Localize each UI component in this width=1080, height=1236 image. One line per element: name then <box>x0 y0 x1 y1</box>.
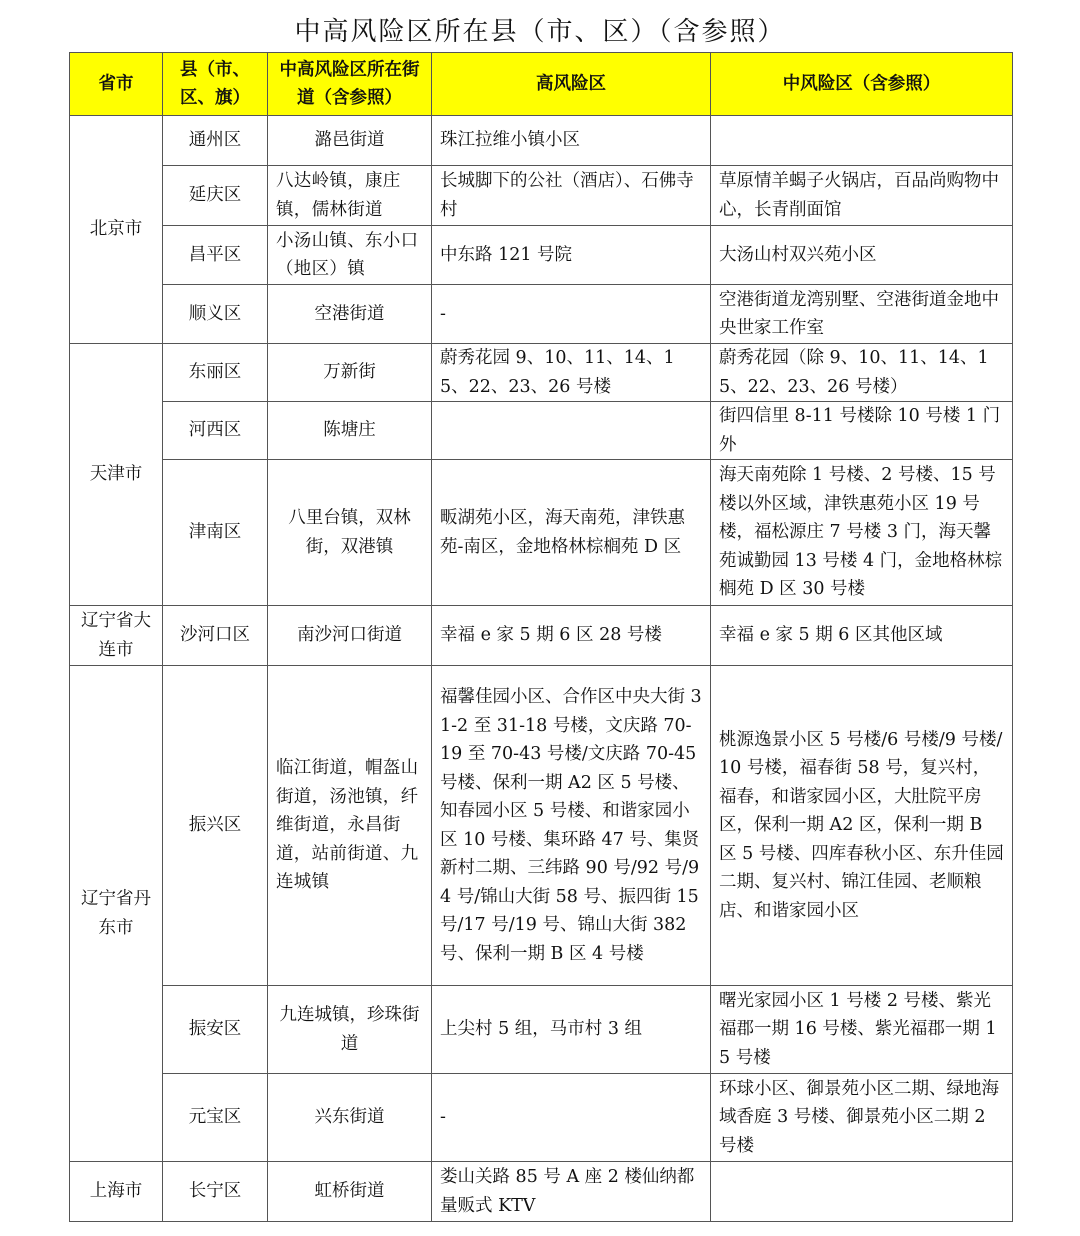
province-cell: 辽宁省丹东市 <box>70 666 163 1162</box>
street-cell: 潞邑街道 <box>268 116 432 166</box>
county-cell: 顺义区 <box>163 285 268 344</box>
table-row <box>70 402 1013 460</box>
street-cell: 虹桥街道 <box>268 1162 432 1222</box>
province-cell: 天津市 <box>70 344 163 606</box>
county-cell: 延庆区 <box>163 166 268 226</box>
table-row <box>70 285 1013 344</box>
county-cell: 昌平区 <box>163 226 268 285</box>
high-risk-cell <box>432 402 711 460</box>
high-risk-cell: 中东路 121 号院 <box>432 226 711 285</box>
page-title: 中高风险区所在县（市、区）（含参照） <box>294 17 786 47</box>
table-row <box>70 606 1013 666</box>
county-cell: 振兴区 <box>163 666 268 986</box>
header-street: 中高风险区所在街道（含参照） <box>268 53 432 116</box>
county-cell: 振安区 <box>163 986 268 1074</box>
street-cell: 南沙河口街道 <box>268 606 432 666</box>
high-risk-cell: 幸福 e 家 5 期 6 区 28 号楼 <box>432 606 711 666</box>
table-header-row <box>70 53 1013 116</box>
high-risk-cell: 畈湖苑小区，海天南苑，津铁惠苑-南区，金地格林棕榈苑 D 区 <box>432 460 711 606</box>
mid-risk-cell: 幸福 e 家 5 期 6 区其他区域 <box>711 606 1013 666</box>
county-cell: 长宁区 <box>163 1162 268 1222</box>
high-risk-cell: - <box>432 285 711 344</box>
table-row <box>70 116 1013 166</box>
table-row <box>70 166 1013 226</box>
high-risk-cell: 娄山关路 85 号 A 座 2 楼仙纳都量贩式 KTV <box>432 1162 711 1222</box>
street-cell: 空港街道 <box>268 285 432 344</box>
street-cell: 小汤山镇、东小口（地区）镇 <box>268 226 432 285</box>
table-row <box>70 460 1013 606</box>
province-cell: 北京市 <box>70 116 163 344</box>
mid-risk-cell: 街四信里 8-11 号楼除 10 号楼 1 门外 <box>711 402 1013 460</box>
county-cell: 河西区 <box>163 402 268 460</box>
mid-risk-cell: 大汤山村双兴苑小区 <box>711 226 1013 285</box>
street-cell: 兴东街道 <box>268 1074 432 1162</box>
county-cell: 东丽区 <box>163 344 268 402</box>
table-row <box>70 1074 1013 1162</box>
mid-risk-cell: 草原情羊蝎子火锅店，百品尚购物中心，长青削面馆 <box>711 166 1013 226</box>
mid-risk-cell: 空港街道龙湾别墅、空港街道金地中央世家工作室 <box>711 285 1013 344</box>
high-risk-cell: 上尖村 5 组，马市村 3 组 <box>432 986 711 1074</box>
table-row <box>70 1162 1013 1222</box>
header-province: 省市 <box>70 53 163 116</box>
mid-risk-cell: 曙光家园小区 1 号楼 2 号楼、紫光福郡一期 16 号楼、紫光福郡一期 15 号楼 <box>711 986 1013 1074</box>
county-cell: 元宝区 <box>163 1074 268 1162</box>
high-risk-cell: 蔚秀花园 9、10、11、14、15、22、23、26 号楼 <box>432 344 711 402</box>
street-cell: 九连城镇，珍珠街道 <box>268 986 432 1074</box>
header-county: 县（市、区、旗） <box>163 53 268 116</box>
county-cell: 津南区 <box>163 460 268 606</box>
street-cell: 临江街道，帽盔山街道，汤池镇，纤维街道，永昌街道，站前街道、九连城镇 <box>268 666 432 986</box>
province-cell: 上海市 <box>70 1162 163 1222</box>
county-cell: 沙河口区 <box>163 606 268 666</box>
mid-risk-cell: 桃源逸景小区 5 号楼/6 号楼/9 号楼/10 号楼，福春街 58 号，复兴村，福春，和谐家园小区，大肚院平房区，保利一期 A2 区，保利一期 B 区 5 号楼、四库春秋小区、东升佳园二期、复兴村、锦江佳园、老顺粮店、和谐家园小区 <box>711 666 1013 986</box>
mid-risk-cell: 蔚秀花园（除 9、10、11、14、15、22、23、26 号楼） <box>711 344 1013 402</box>
table-row <box>70 344 1013 402</box>
table-row <box>70 986 1013 1074</box>
county-cell: 通州区 <box>163 116 268 166</box>
province-cell: 辽宁省大连市 <box>70 606 163 666</box>
high-risk-cell: - <box>432 1074 711 1162</box>
header-high-risk: 高风险区 <box>432 53 711 116</box>
high-risk-cell: 珠江拉维小镇小区 <box>432 116 711 166</box>
mid-risk-cell: 环球小区、御景苑小区二期、绿地海域香庭 3 号楼、御景苑小区二期 2 号楼 <box>711 1074 1013 1162</box>
mid-risk-cell <box>711 1162 1013 1222</box>
street-cell: 八达岭镇，康庄镇，儒林街道 <box>268 166 432 226</box>
street-cell: 八里台镇，双林街，双港镇 <box>268 460 432 606</box>
mid-risk-cell <box>711 116 1013 166</box>
table-row <box>70 226 1013 285</box>
table-row <box>70 666 1013 986</box>
high-risk-cell: 长城脚下的公社（酒店）、石佛寺村 <box>432 166 711 226</box>
header-mid-risk: 中风险区（含参照） <box>711 53 1013 116</box>
risk-area-table <box>69 52 1013 1222</box>
street-cell: 万新街 <box>268 344 432 402</box>
mid-risk-cell: 海天南苑除 1 号楼、2 号楼、15 号楼以外区域，津铁惠苑小区 19 号楼，福松源庄 7 号楼 3 门，海天馨苑诚勤园 13 号楼 4 门，金地格林棕榈苑 D 区 30 号楼 <box>711 460 1013 606</box>
street-cell: 陈塘庄 <box>268 402 432 460</box>
high-risk-cell: 福馨佳园小区、合作区中央大街 31-2 至 31-18 号楼，文庆路 70-19 至 70-43 号楼/文庆路 70-45 号楼、保利一期 A2 区 5 号楼、知春园小区 5 号楼、和谐家园小区 10 号楼、集环路 47 号、集贤新村二期、三纬路 90 号/92 号/94 号/锦山大街 58 号、振四街 15 号/17 号/19 号、锦山大街 382 号、保利一期 B 区 4 号楼 <box>432 666 711 986</box>
